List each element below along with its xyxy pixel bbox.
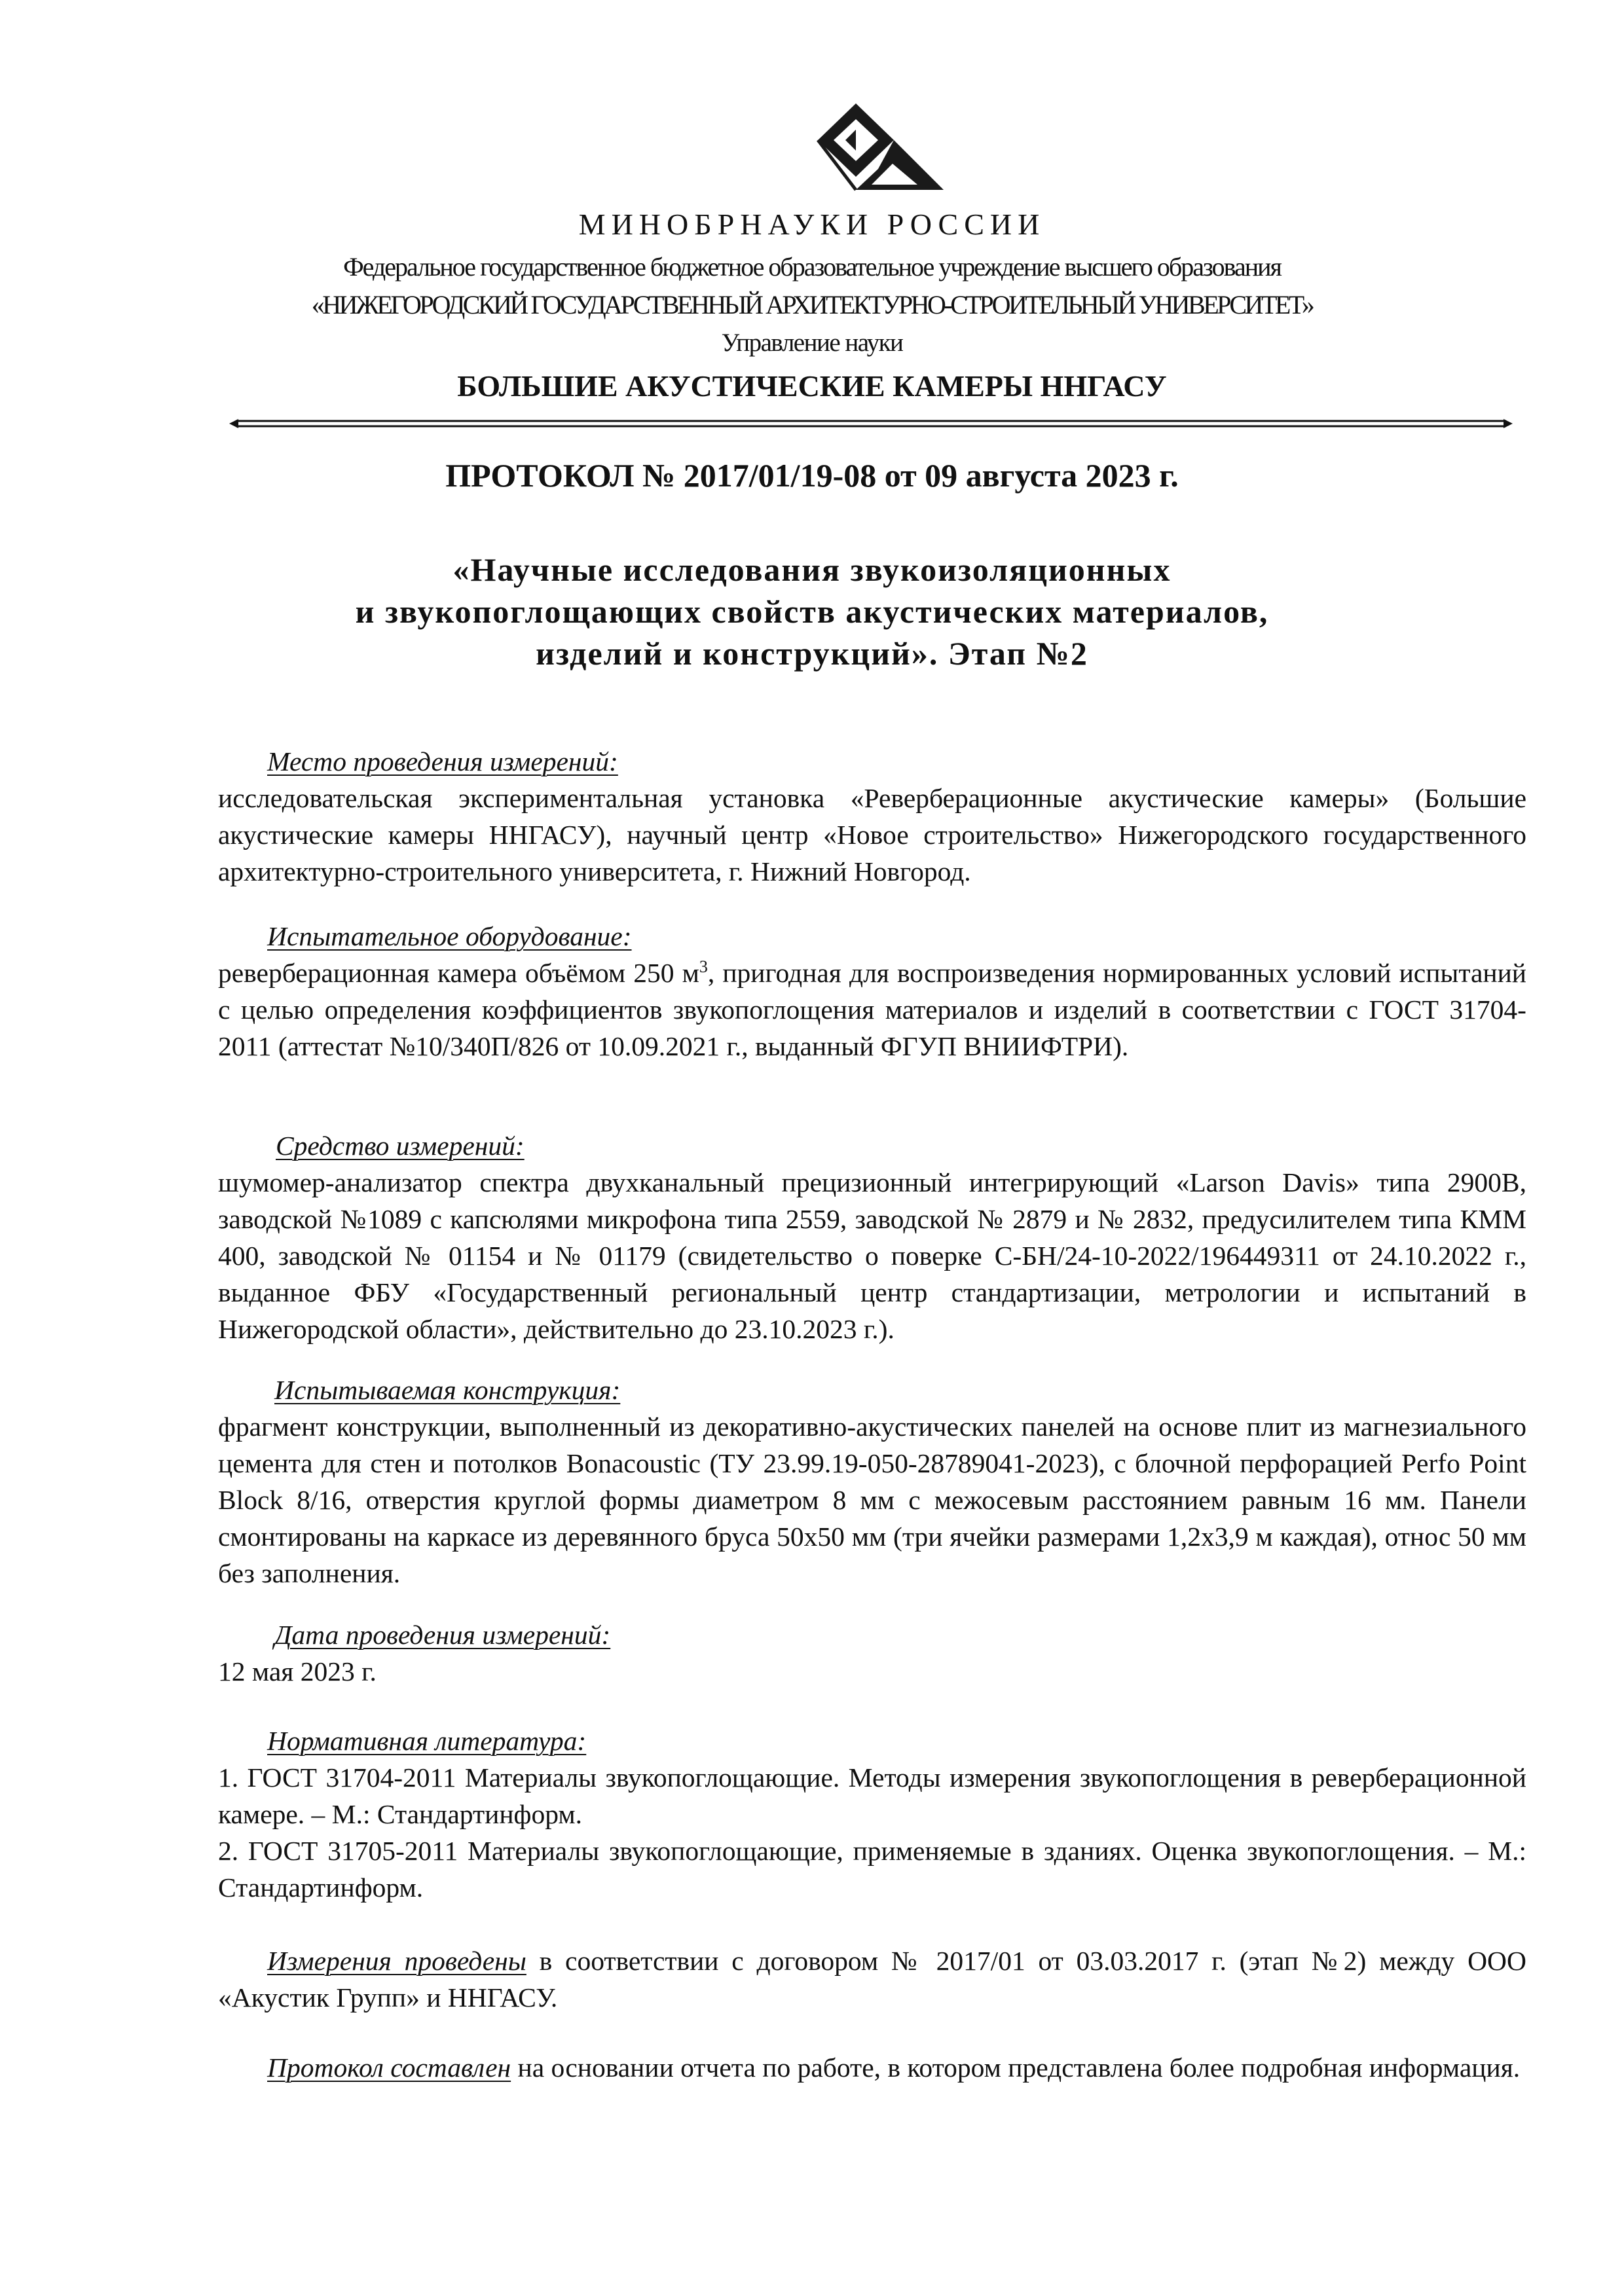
laboratory-name: БОЛЬШИЕ АКУСТИЧЕСКИЕ КАМЕРЫ ННГАСУ — [457, 369, 1167, 403]
section-heading: Испытываемая конструкция: — [274, 1375, 621, 1405]
section-date — [218, 1616, 1526, 1690]
section-place — [218, 743, 1526, 890]
section-text: исследовательская экспериментальная установка «Реверберационные акустические камеры» (Большие акустические камеры ННГАСУ), научный центр «Новое строительство» Нижегородского государственного архитектурно-строительного университета, г. Нижний Новгород. — [218, 783, 1526, 886]
section-heading: Дата проведения измерений: — [274, 1620, 611, 1650]
research-title-line: изделий и конструкций». Этап №2 — [536, 635, 1088, 672]
research-title-line: и звукопоглощающих свойств акустических материалов, — [355, 593, 1269, 630]
section-heading: Нормативная литература: — [267, 1726, 587, 1756]
section-text: Измерения проведены в соответствии с договором № 2017/01 от 03.03.2017 г. (этап №2) между ООО «Акустик Групп» и ННГАСУ. — [218, 1946, 1526, 2013]
section-text: реверберационная камера объёмом 250 $м^3$, пригодная для воспроизведения нормированных условий испытаний с целью определения коэффициентов звукопоглощения материалов и изделий в соответствии с ГОСТ 31704-2011 (аттестат №10/340П/826 от 10.09.2021 г., выданный ФГУП ВНИИФТРИ). — [218, 957, 1527, 1061]
literature-item: 2. ГОСТ 31705-2011 Материалы звукопоглощающие, применяемые в зданиях. Оценка звукопоглощения. – М.: Стандартинформ. — [218, 1836, 1526, 1903]
section-construction — [218, 1372, 1526, 1592]
ministry-name: МИНОБРНАУКИ РОССИИ — [578, 208, 1046, 241]
section-text: 12 мая 2023 г. — [218, 1656, 377, 1686]
section-heading: Испытательное оборудование: — [267, 921, 632, 951]
inline-heading: Протокол составлен — [267, 2052, 511, 2083]
organization-type: Федеральное государственное бюджетное образовательное учреждение высшего образования — [343, 252, 1281, 282]
section-text: шумомер-анализатор спектра двухканальный прецизионный интегрирующий «Larson Davis» типа 2900B, заводской №1089 с капсюлями микрофона типа 2559, заводской № 2879 и № 2832, предусилителем типа КММ 400, заводской № 01154 и № 01179 (свидетельство о поверке С-БН/24-10-2022/196449311 от 24.10.2022 г., выданное ФБУ «Государственный региональный центр стандартизации, метрологии и испытаний в Нижегородской области», действительно до 23.10.2023 г.). — [218, 1167, 1526, 1344]
university-name: «НИЖЕГОРОДСКИЙ ГОСУДАРСТВЕННЫЙ АРХИТЕКТУРНО-СТРОИТЕЛЬНЫЙ УНИВЕРСИТЕТ» — [311, 290, 1313, 319]
section-compiled — [218, 2049, 1526, 2086]
section-heading: Средство измерений: — [276, 1131, 525, 1161]
research-title — [0, 549, 1624, 674]
header-divider — [229, 414, 1513, 433]
literature-item: 1. ГОСТ 31704-2011 Материалы звукопоглощающие. Методы измерения звукопоглощения в реверберационной камере. – М.: Стандартинформ. — [218, 1762, 1526, 1829]
section-text: фрагмент конструкции, выполненный из декоративно-акустических панелей на основе плит из магнезиального цемента для стен и потолков Bonacoustic (ТУ 23.99.19-050-28789041-2023), с блочной перфорацией Perfo Point Block 8/16, отверстия круглой формы диаметром 8 мм с межосевым расстоянием равным 16 мм. Панели смонтированы на каркасе из деревянного бруса 50х50 мм (три ячейки размерами 1,2х3,9 м каждая), относ 50 мм без заполнения. — [218, 1412, 1526, 1588]
section-equipment — [218, 918, 1526, 1065]
inline-heading: Измерения проведены — [267, 1946, 526, 1976]
section-heading: Место проведения измерений: — [267, 746, 618, 776]
section-conducted — [218, 1942, 1526, 2016]
protocol-title: ПРОТОКОЛ № 2017/01/19-08 от 09 августа 2023 г. — [445, 457, 1179, 494]
section-text: Протокол составлен на основании отчета по работе, в котором представлена более подробная информация. — [267, 2052, 1521, 2083]
department-name: Управление науки — [721, 329, 903, 357]
section-literature — [218, 1722, 1526, 1906]
pyramid-logo-icon — [815, 98, 946, 213]
research-title-line: «Научные исследования звукоизоляционных — [452, 551, 1172, 588]
section-instrument — [218, 1127, 1526, 1347]
